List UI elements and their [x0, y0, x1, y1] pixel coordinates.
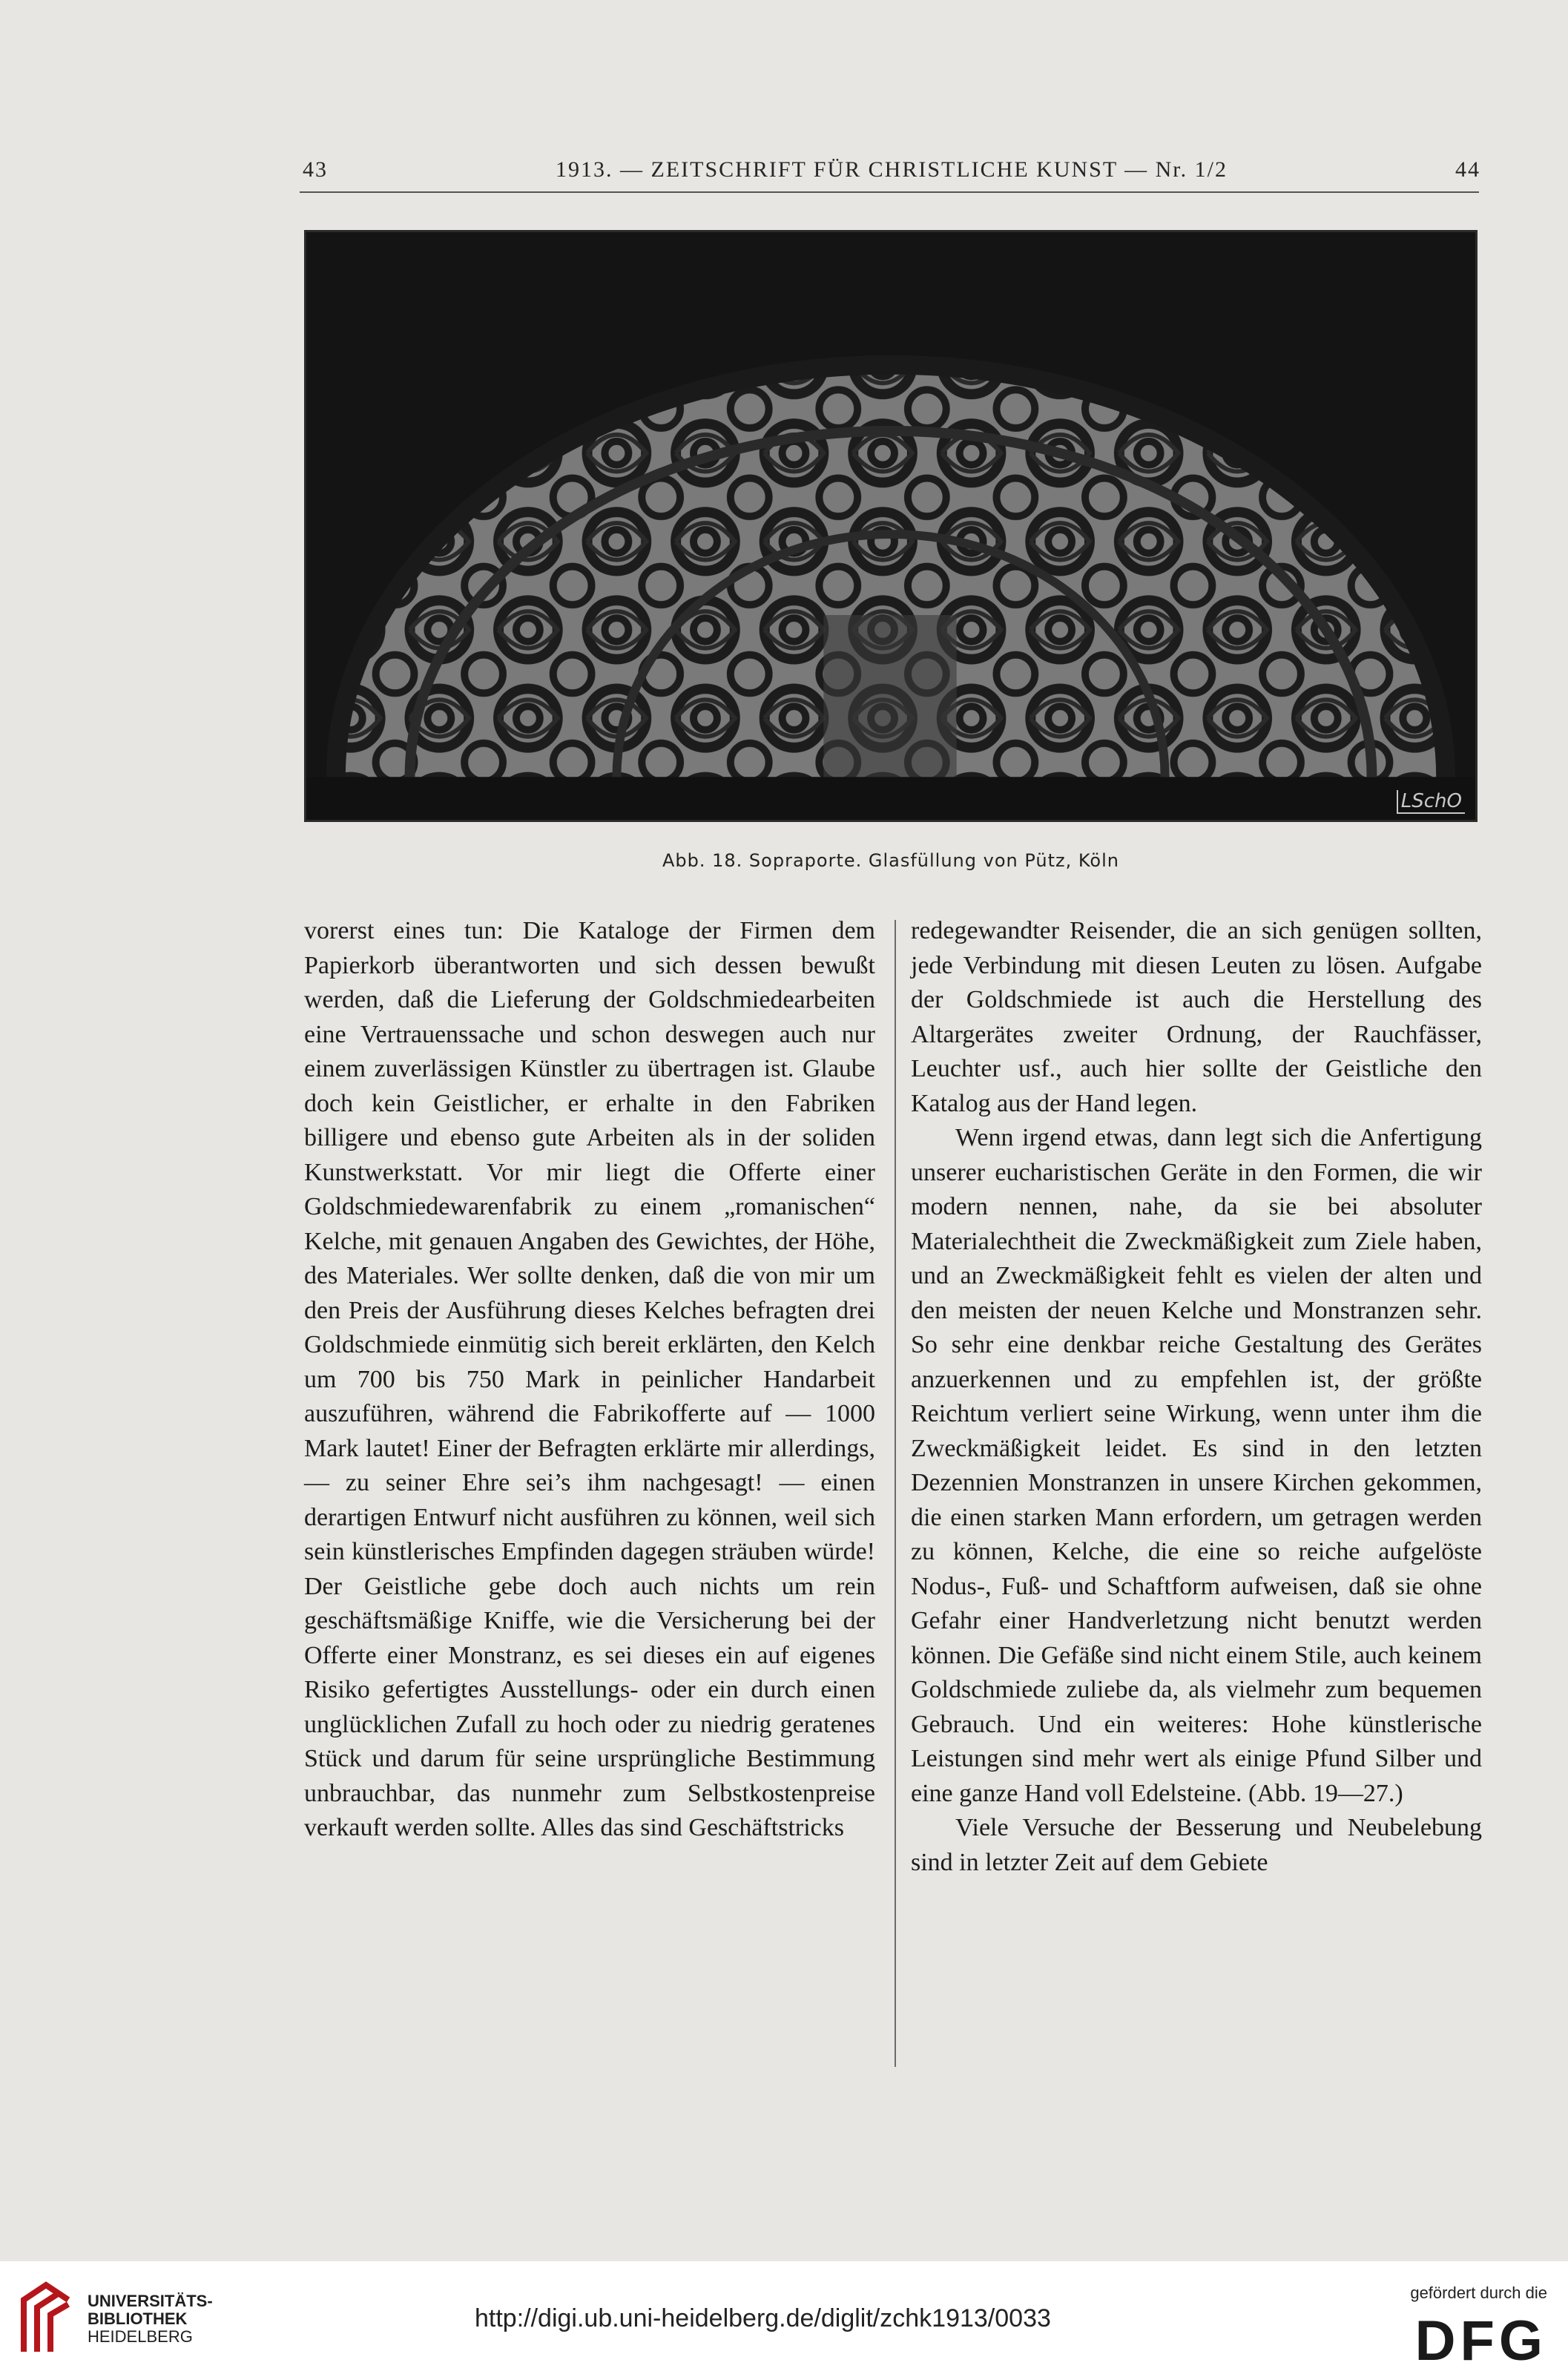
figure-sopraporte	[304, 230, 1478, 822]
paragraph: Wenn irgend etwas, dann legt sich die Anfertigung unserer eucharistischen Geräte in den Formen, die wir modern nennen, nahe, da sie bei absoluter Materialechtheit die Zweckmäßigkeit zum Ziele haben, und an Zweckmäßigkeit fehlt es vielen der alten und den meisten der neuen Kelche und Monstranzen sehr. So sehr eine denkbar reiche Gestaltung des Gerätes anzuerkennen und zu empfehlen ist, der größte Reichtum verliert seine Wirkung, wenn unter ihm die Zweckmäßigkeit leidet. Es sind in den letzten Dezennien Monstranzen in unsere Kirchen gekommen, die einen starken Mann erfordern, um getragen werden zu können, Kelche, die eine so reiche aufgelöste Nodus-, Fuß- und Schaftform aufweisen, daß sie ohne Gefahr einer Handverletzung nicht benutzt werden können. Die Gefäße sind nicht einem Stile, auch keinem Goldschmiede zuliebe da, als vielmehr zum bequemen Gebrauch. Und ein weiteres: Hohe künstlerische Leistungen sind mehr wert als einige Pfund Silber und eine ganze Hand voll Edelsteine. (Abb. 19—27.)	[911, 1124, 1482, 1807]
permalink[interactable]: http://digi.ub.uni-heidelberg.de/diglit/zchk1913/0033	[475, 2304, 1051, 2332]
paragraph: vorerst eines tun: Die Kataloge der Firmen dem Papierkorb überantworten und sich dessen bewußt werden, daß die Lieferung der Goldschmiedearbeiten eine Vertrauenssache und schon deswegen auch nur einem zuverlässigen Künstler zu übertragen ist. Glaube doch kein Geistlicher, er erhalte in den Fabriken billigere und ebenso gute Arbeiten als in der soliden Kunstwerkstatt. Vor mir liegt die Offerte einer Goldschmiedewarenfabrik zu einem „romanischen“ Kelche, mit genauen Angaben des Gewichtes, der Höhe, des Materiales. Wer sollte denken, daß die von mir um den Preis der Ausführung dieses Kelches befragten drei Goldschmiede einmütig sich bereit erklärten, den Kelch um 700 bis 750 Mark in peinlicher Handarbeit auszuführen, während die Fabrikofferte auf — 1000 Mark lautet! Einer der Befragten erklärte mir allerdings, — zu seiner Ehre sei’s ihm nachgesagt! — einen derartigen Entwurf nicht ausführen zu können, weil sich sein künstlerisches Empfinden dagegen sträuben würde! Der Geistliche gebe doch auch nichts um rein geschäftsmäßige Kniffe, wie die Versicherung bei der Offerte einer Monstranz, es sei dieses ein auf eigenes Risiko gefertigtes Ausstellungs- oder ein durch einen unglücklichen Zufall zu hoch oder zu niedrig geratenes Stück und darum für seine ursprüngliche Bestimmung unbrauchbar, das nunmehr zum Selbstkostenpreise verkauft werden sollte. Alles das sind Geschäftstricks	[304, 917, 875, 1841]
text-column-right	[911, 914, 1482, 2071]
figure-caption: Abb. 18. Sopraporte. Glasfüllung von Pütz, Köln	[662, 850, 1119, 871]
digitization-footer	[0, 2261, 1568, 2374]
page-number-left: 43	[303, 157, 328, 182]
header-rule	[300, 191, 1479, 193]
column-rule	[895, 920, 896, 2067]
dfg-logo: DFG	[1414, 2309, 1547, 2373]
paragraph: Viele Versuche der Besserung und Neubelebung sind in letzter Zeit auf dem Gebiete	[911, 1814, 1482, 1876]
library-name: UNIVERSITÄTS- BIBLIOTHEK HEIDELBERG	[88, 2292, 213, 2346]
sopraporte-image	[306, 232, 1475, 820]
funding-note: gefördert durch die	[1410, 2283, 1547, 2302]
artist-signature: LSchO	[1397, 790, 1465, 814]
page-number-right: 44	[1455, 157, 1480, 182]
text-column-left	[304, 914, 875, 2071]
running-head	[300, 154, 1483, 191]
library-logo-icon	[16, 2278, 76, 2359]
paragraph: redegewandter Reisender, die an sich genügen sollten, jede Verbindung mit diesen Leuten zu lösen. Aufgabe der Goldschmiede ist auch die Herstellung des Altargerätes zweiter Ordnung, der Rauchfässer, Leuchter usf., auch hier sollte der Geistliche den Katalog aus der Hand legen.	[911, 917, 1482, 1117]
journal-title: 1913. — ZEITSCHRIFT FÜR CHRISTLICHE KUNST — Nr. 1/2	[556, 157, 1228, 182]
